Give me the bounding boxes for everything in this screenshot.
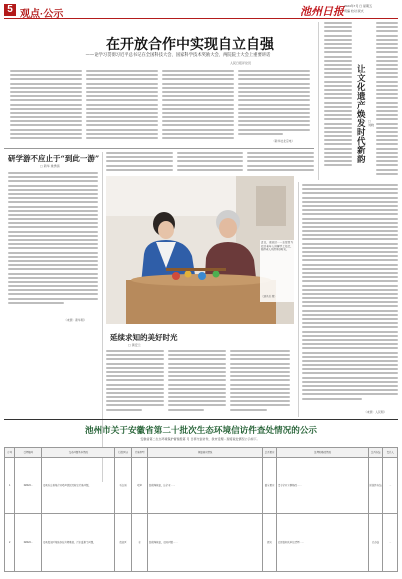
photo-side-text-top xyxy=(106,152,314,174)
lead-article-byline: 人民日报评论员 xyxy=(230,61,252,65)
lead-article-body-col-4 xyxy=(238,70,310,140)
cell-summary: 反映贵池区某地存在垃圾堆放、污水直排等问题。 xyxy=(42,514,115,572)
feature-article-body-col-2 xyxy=(168,350,226,414)
table-row xyxy=(5,514,398,572)
sidebar-divider xyxy=(318,22,319,180)
cell-person: … xyxy=(383,514,398,572)
opinion-article-body xyxy=(8,172,98,315)
page-number-badge xyxy=(4,4,16,16)
cell-verification: 经现场核查，该企业…… xyxy=(148,458,262,514)
feature-article-body-col-3 xyxy=(230,350,290,414)
newspaper-logo: 池州日报 xyxy=(300,5,344,18)
cell-is-closed: 阶段性办结 xyxy=(368,458,383,514)
right-column-divider xyxy=(298,182,299,417)
col-header-handling: 处理和整改情况 xyxy=(277,448,368,458)
editors-line: 责编 校对 版式 xyxy=(344,9,364,13)
cell-person: … xyxy=(383,458,398,514)
sidebar-column-title: 让文化遗产焕发时代新韵 xyxy=(357,65,366,165)
col-header-pollution: 污染类型 xyxy=(131,448,148,458)
notice-title: 池州市关于安徽省第二十批次生态环境信访件查处情况的公示 xyxy=(84,426,318,436)
cell-verification: 经现场核查，反映问题…… xyxy=(148,514,262,572)
col-header-region: 行政区域 xyxy=(115,448,132,458)
photo-caption xyxy=(260,240,294,302)
photo-caption-text: 近日，贵池区……志愿者为社区老年人讲解手工技艺，陪伴老人共度美好时光。 xyxy=(261,241,293,252)
cell-handling: 已督促相关单位清理…… xyxy=(277,514,368,572)
opinion-article-title: 研学游不应止于“到此一游” xyxy=(8,154,100,163)
lead-article-body-col-1 xyxy=(10,70,82,144)
lead-article-body-col-2 xyxy=(86,70,158,144)
issue-date: 2024年7月 日 星期五 xyxy=(344,4,373,8)
right-column-signature: （来源：人民网） xyxy=(364,410,387,414)
feature-article-byline: □ 黄安兰 xyxy=(128,343,141,347)
page-number: 5 xyxy=(4,4,16,16)
cell-index: 1 xyxy=(5,458,15,514)
notice-intro: 安徽省第二生态环境保护督察组第 月 日移交信访件，我市受理…现将查处情况公示如下。 xyxy=(140,437,260,441)
cell-pollution: 噪声 xyxy=(131,458,148,514)
cell-index: 2 xyxy=(5,514,15,572)
cell-region: 贵池区 xyxy=(115,514,132,572)
col-header-person: 责任人 xyxy=(383,448,398,458)
table-header-row xyxy=(5,448,398,458)
photo-credit: （通讯员 摄） xyxy=(261,295,277,298)
cell-region: 石台县 xyxy=(115,458,132,514)
cell-is-closed: 已办结 xyxy=(368,514,383,572)
feature-article-title: 延续求知的美好时光 xyxy=(110,333,178,342)
right-column-body xyxy=(302,184,398,408)
col-header-is-true: 是否属实 xyxy=(262,448,277,458)
opinion-article-byline: □ 新华 姚勇扬 xyxy=(40,164,60,168)
notice-table xyxy=(4,447,398,572)
col-header-summary: 交办问题基本情况 xyxy=(42,448,115,458)
col-header-code: 受理编号 xyxy=(15,448,42,458)
notice-top-rule xyxy=(4,419,398,420)
lead-article-title: 在开放合作中实现自立自强 xyxy=(106,37,274,53)
masthead-rule xyxy=(4,18,398,19)
col-header-index: 序号 xyxy=(5,448,15,458)
cell-summary: 反映石台县某企业噪声扰民及粉尘污染问题。 xyxy=(42,458,115,514)
mid-rule xyxy=(4,148,314,149)
cell-handling: 责令企业立即整改…… xyxy=(277,458,368,514)
lead-article-subtitle: ——论学习贯彻习近平总书记在全国科技大会、国家科学技术奖励大会、两院院士大会上重要讲话 xyxy=(85,53,271,58)
opinion-article-signature: （来源：新华网） xyxy=(64,318,87,322)
notice-table-wrapper xyxy=(4,447,398,575)
sidebar-column-byline: □ 刘晓 xyxy=(368,119,375,127)
cell-code: D2024… xyxy=(15,458,42,514)
cell-is-true: 部分属实 xyxy=(262,458,277,514)
table-row xyxy=(5,458,398,514)
col-header-is-closed: 是否办结 xyxy=(368,448,383,458)
sidebar-body-top xyxy=(324,22,352,172)
lead-article-signature: （新华社北京电） xyxy=(272,139,295,143)
cell-code: D2024… xyxy=(15,514,42,572)
feature-article-body-col-1 xyxy=(106,350,164,414)
cell-is-true: 属实 xyxy=(262,514,277,572)
sidebar-body-right xyxy=(376,22,398,180)
section-title: 观点·公示 xyxy=(20,9,64,20)
cell-pollution: 水 xyxy=(131,514,148,572)
lead-article-body-col-3 xyxy=(162,70,234,144)
col-header-verification: 调查核实情况 xyxy=(148,448,262,458)
